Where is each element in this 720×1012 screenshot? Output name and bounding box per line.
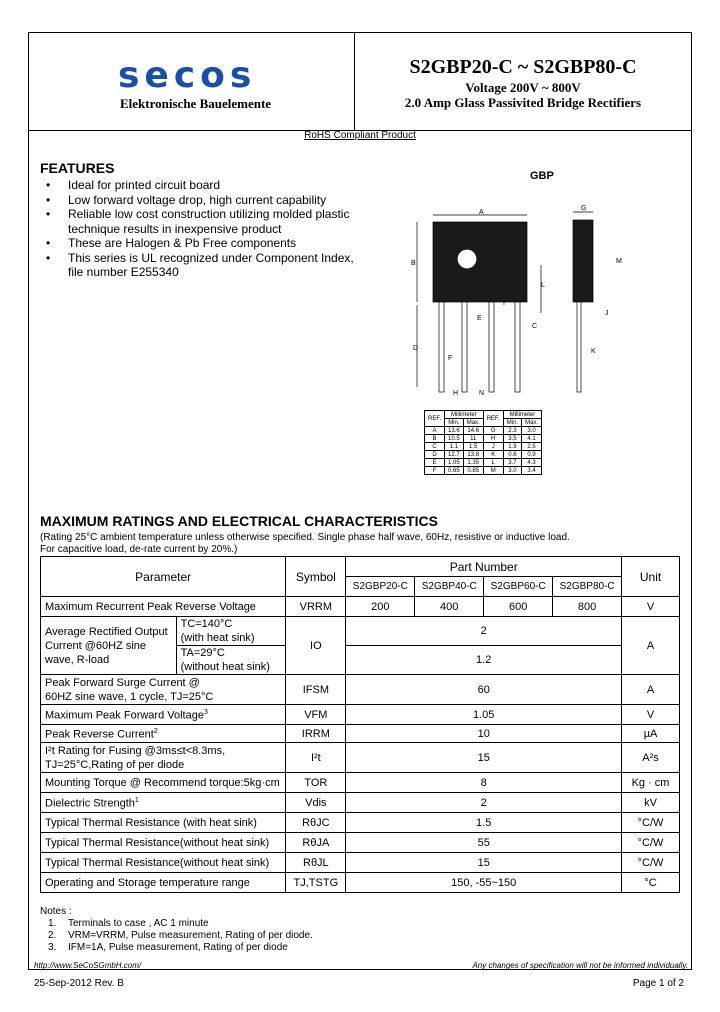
dim-head-ref: REF. (483, 411, 503, 427)
dim-label-h: H (453, 390, 459, 397)
part-range-title: S2GBP20-C ~ S2GBP80-C (409, 56, 637, 78)
row-rjl: Typical Thermal Resistance(without heat sink) RθJL 15 °C/W (41, 853, 680, 873)
dim-row: C 1.1 1.5 J 1.9 2.5 (425, 443, 542, 451)
row-rjc: Typical Thermal Resistance (with heat sink) RθJC 1.5 °C/W (41, 813, 680, 833)
feature-item: • These are Halogen & Pb Free components (46, 236, 376, 251)
dim-row: D 12.7 13.8 K 0.6 0.9 (425, 451, 542, 459)
part-col: S2GBP40-C (415, 577, 484, 597)
dim-label-b: B (411, 260, 416, 267)
row-i2t: I²t Rating for Fusing @3ms≤t<8.3ms, TJ=25°C,Rating of per diode I²t 15 A²s (41, 743, 680, 773)
company-subtitle: Elektronische Bauelemente (120, 96, 272, 111)
ratings-note-1: (Rating 25°C ambient temperature unless otherwise specified. Single phase half wave, 60Hz, resistive or inductive load. (40, 532, 570, 543)
company-url[interactable]: http://www.SeCoSGmbH.com/ (34, 961, 142, 970)
dim-label-g: G (581, 205, 587, 212)
notes-title: Notes : (40, 906, 72, 917)
features-title: FEATURES (40, 160, 115, 176)
row-io: Average Rectified Output Current @60HZ sine wave, R-load TC=140°C (with heat sink) IO 2 A (41, 617, 680, 646)
col-part-number: Part Number (346, 557, 622, 577)
ratings-title: MAXIMUM RATINGS AND ELECTRICAL CHARACTERISTICS (40, 513, 438, 529)
dim-label-m: M (616, 258, 622, 265)
feature-item: • Ideal for printed circuit board (46, 178, 376, 193)
product-description: 2.0 Amp Glass Passivited Bridge Rectifiers (404, 95, 642, 110)
dim-label-j: J (605, 310, 609, 317)
dim-row: B 10.5 11 H 3.5 4.1 (425, 435, 542, 443)
part-col: S2GBP60-C (484, 577, 553, 597)
features-list (46, 178, 376, 280)
package-name: GBP (530, 170, 554, 182)
dim-row: A 13.6 14.6 G 2.3 3.0 (425, 427, 542, 435)
dim-head-ref: REF. (425, 411, 445, 427)
feature-item: • Reliable low cost construction utilizing molded plastic (46, 207, 376, 222)
ratings-table (40, 556, 680, 893)
dim-label-k: K (591, 348, 596, 355)
dim-label-c: C (532, 323, 538, 330)
dim-head-mm: Millimeter (503, 411, 541, 419)
row-vrrm: Maximum Recurrent Peak Reverse Voltage VRRM 200 400 600 800 V (41, 597, 680, 617)
row-tj: Operating and Storage temperature range TJ,TSTG 150, -55~150 °C (41, 873, 680, 893)
dim-head-max: Max. (463, 419, 483, 427)
disclaimer: Any changes of specification will not be informed individually. (472, 961, 688, 970)
dim-row: F 0.65 0.85 M 3.0 3.4 (425, 467, 542, 475)
row-vfm: Maximum Peak Forward Voltage$^3$ VFM 1.05 V (41, 705, 680, 725)
part-col: S2GBP20-C (346, 577, 415, 597)
dim-label-a: A (479, 209, 484, 216)
company-logo: secos (118, 55, 257, 96)
dim-label-i: I (503, 300, 505, 307)
row-tor: Mounting Torque @ Recommend torque:5kg·cm TOR 8 Kg · cm (41, 773, 680, 793)
row-rja: Typical Thermal Resistance(without heat sink) RθJA 55 °C/W (41, 833, 680, 853)
revision-date: 25-Sep-2012 Rev. B (34, 978, 124, 989)
feature-item-continuation: technique results in inexpensive product (68, 221, 282, 236)
part-col: S2GBP80-C (553, 577, 622, 597)
dim-label-f: F (448, 355, 453, 362)
dimension-table (424, 410, 542, 475)
row-io-2: TA=29°C (without heat sink) 1.2 (41, 646, 680, 675)
dim-head-mm: Millimeter (445, 411, 484, 419)
dim-label-e: E (477, 315, 482, 322)
col-parameter: Parameter (41, 557, 286, 597)
dim-label-n: N (479, 390, 485, 397)
dim-label-l: L (541, 282, 545, 289)
rohs-text: RoHS Compliant Product (304, 130, 416, 141)
feature-item-continuation: file number E255340 (68, 265, 179, 279)
dim-head-max: Max. (522, 419, 542, 427)
dim-label-d: D (413, 345, 419, 352)
col-unit: Unit (622, 557, 680, 597)
dim-head-min: Min. (445, 419, 464, 427)
row-ifsm: Peak Forward Surge Current @ 60HZ sine wave, 1 cycle, TJ=25°C IFSM 60 A (41, 675, 680, 705)
row-irrm: Peak Reverse Current$^2$ IRRM 10 µA (41, 725, 680, 743)
page-number: Page 1 of 2 (632, 978, 684, 989)
feature-item: • Low forward voltage drop, high current capability (46, 193, 376, 208)
voltage-range: Voltage 200V ~ 800V (465, 80, 581, 95)
feature-item: • This series is UL recognized under Component Index, (46, 251, 376, 266)
col-symbol: Symbol (286, 557, 346, 597)
dim-head-min: Min. (503, 419, 521, 427)
notes-section: Notes : 1. Terminals to case , AC 1 minute 2. VRM=VRRM, Pulse measurement, Rating of per diode. 3. IFM=1A, Pulse measurement, Rating of per diode (40, 906, 313, 953)
ratings-note-2: For capacitive load, de-rate current by 20%.) (40, 544, 238, 555)
row-vdis: Dielectric Strength$^1$ Vdis 2 kV (41, 793, 680, 813)
package-drawing (405, 195, 635, 400)
rohs-label (28, 130, 692, 141)
dim-row: E 1.05 1.35 L 3.7 4.3 (425, 459, 542, 467)
